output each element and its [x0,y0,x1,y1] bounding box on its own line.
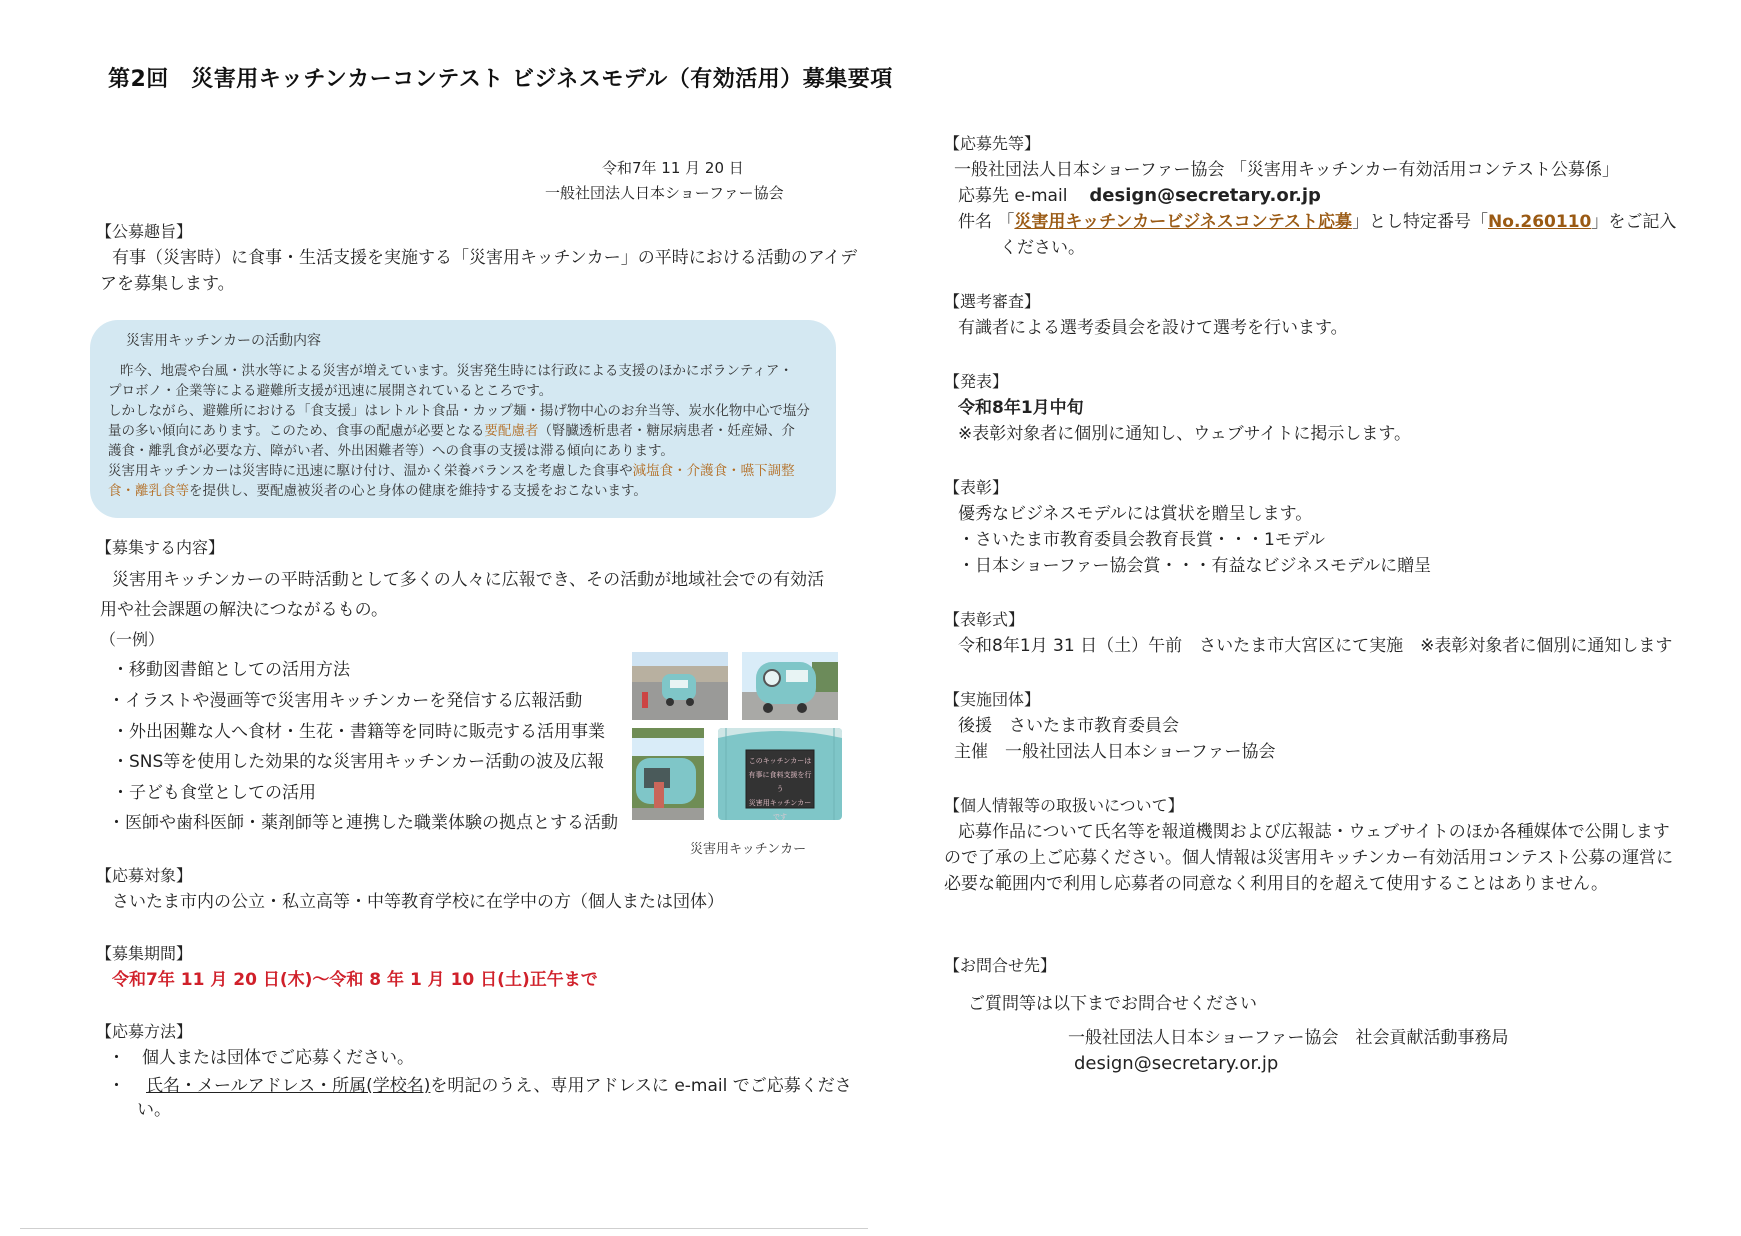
content-item-3: ・外出困難な人へ食材・生花・書籍等を同時に販売する活用事業 [112,722,605,742]
privacy-heading: 【個人情報等の取扱いについて】 [944,796,1184,815]
method-bullet-2-mark: ・ [108,1076,125,1096]
document-title: 第2回 災害用キッチンカーコンテスト ビジネスモデル（有効活用）募集要項 [108,67,893,92]
contact-heading: 【お問合せ先】 [944,956,1057,975]
activity-line-7 [108,482,647,500]
issue-date: 令和7年 11 月 20 日 [602,159,744,177]
sign-text-line-3: 災害用キッチンカーです [748,799,812,820]
activity-line-2: プロボノ・企業等による避難所支援が迅速に展開されているところです。 [108,383,553,399]
destination-email-label: 応募先 e-mail [958,186,1068,206]
target-heading: 【応募対象】 [96,866,193,885]
award-heading: 【表彰】 [944,478,1009,497]
activity-info-box [90,320,836,518]
content-item-2: ・イラストや漫画等で災害用キッチンカーを発信する広報活動 [108,691,583,711]
method-bullet-2 [108,1076,852,1096]
activity-line-7-b: を提供し、要配慮被災者の心と身体の健康を維持する支援をおこないます。 [189,483,647,499]
purpose-line-2: アを募集します。 [100,274,235,294]
privacy-line-2: ので了承の上ご応募ください。個人情報は災害用キッチンカー有効活用コンテスト公募の運営に [944,848,1674,868]
privacy-line-1: 応募作品について氏名等を報道機関および広報誌・ウェブサイトのほか各種媒体で公開します [958,822,1670,842]
special-needs-term: 要配慮者 [484,423,539,439]
photo-caption: 災害用キッチンカー [690,842,807,857]
destination-subject-row [958,212,1676,232]
subject-suffix: 」をご記入 [1591,212,1677,232]
special-meals-term: 減塩食・介護食・嚥下調整 [632,463,795,479]
kitchen-car-photo-3 [632,728,704,820]
announce-heading: 【発表】 [944,372,1009,391]
content-example-label: （一例） [100,630,165,649]
subject-mid: 」とし特定番号「 [1352,212,1489,232]
method-heading: 【応募方法】 [96,1022,193,1041]
activity-line-1: 昨今、地震や台風・洪水等による災害が増えています。災害発生時には行政による支援のほかにボランティア・ [120,363,793,379]
announce-note: ※表彰対象者に個別に通知し、ウェブサイトに掲示します。 [958,424,1412,444]
content-item-1: ・移動図書館としての活用方法 [112,660,350,680]
subject-number: No.260110 [1488,212,1592,232]
contact-email[interactable]: design@secretary.or.jp [1074,1053,1279,1074]
content-item-4: ・SNS等を使用した効果的な災害用キッチンカー活動の波及広報 [112,752,605,772]
content-item-6: ・医師や歯科医師・薬剤師等と連携した職業体験の拠点とする活動 [108,813,618,833]
organizer-host: 主催 一般社団法人日本ショーファー協会 [954,742,1276,762]
method-bullet-2-cont: い。 [137,1100,171,1120]
contact-line-1: ご質問等は以下までお問合せください [968,994,1257,1014]
activity-line-4-c: （腎臓透析患者・糖尿病患者・妊産婦、介 [538,423,795,439]
content-item-5: ・子ども食堂としての活用 [112,783,316,803]
kitchen-car-photo-2 [742,652,838,720]
purpose-line-1: 有事（災害時）に食事・生活支援を実施する「災害用キッチンカー」の平時における活動のアイデ [112,248,858,268]
subject-prefix: 件名 「 [958,212,1015,232]
destination-line-1: 一般社団法人日本ショーファー協会 「災害用キッチンカー有効活用コンテスト公募係」 [954,160,1620,180]
contact-office: 一般社団法人日本ショーファー協会 社会貢献活動事務局 [1068,1028,1509,1048]
period-text: 令和7年 11 月 20 日(木)～令和 8 年 1 月 10 日(土)正午まで [112,970,598,990]
issuing-organization: 一般社団法人日本ショーファー協会 [545,184,784,202]
activity-line-3: しかしながら、避難所における「食支援」はレトルト食品・カップ麺・揚げ物中心のお弁当等、炭水化物中心で塩分 [108,403,810,419]
special-meals-term-2: 食・離乳食等 [108,483,189,499]
privacy-line-3: 必要な範囲内で利用し応募者の同意なく利用目的を超えて使用することはありません。 [944,874,1609,894]
review-heading: 【選考審査】 [944,292,1041,311]
award-line-1: 優秀なビジネスモデルには賞状を贈呈します。 [958,504,1313,524]
destination-heading: 【応募先等】 [944,134,1041,153]
sign-text-line-1: このキッチンカーは [748,757,812,765]
content-line-1: 災害用キッチンカーの平時活動として多くの人々に広報でき、その活動が地域社会での有効活 [112,570,825,590]
award-line-3: ・日本ショーファー協会賞・・・有益なビジネスモデルに贈呈 [958,556,1432,576]
activity-line-6-a: 災害用キッチンカーは災害時に迅速に駆け付け、温かく栄養バランスを考慮した食事や [108,463,633,479]
sign-text-line-2: 有事に食料支援を行う [748,771,812,793]
award-line-2: ・さいたま市教育委員会教育長賞・・・1モデル [958,530,1325,550]
activity-line-6 [108,462,795,480]
bottom-divider [20,1228,868,1229]
kitchen-car-photo-1 [632,652,728,720]
organizer-heading: 【実施団体】 [944,690,1041,709]
content-line-2: 用や社会課題の解決につながるもの。 [100,600,388,620]
ceremony-heading: 【表彰式】 [944,610,1025,629]
subject-title: 災害用キッチンカービジネスコンテスト応募 [1014,212,1353,232]
content-heading: 【募集する内容】 [96,538,225,557]
method-bullet-1: ・ 個人または団体でご応募ください。 [108,1048,414,1068]
organizer-support: 後援 さいたま市教育委員会 [958,716,1179,736]
destination-subject-cont: ください。 [1000,238,1085,258]
activity-line-4 [108,422,795,440]
ceremony-text: 令和8年1月 31 日（土）午前 さいたま市大宮区にて実施 ※表彰対象者に個別に通知します [958,636,1673,656]
required-fields-text: 氏名・メールアドレス・所属(学校名) [146,1076,431,1096]
activity-line-4-a: 量の多い傾向にあります。このため、食事の配慮が必要となる [108,423,485,439]
review-text: 有識者による選考委員会を設けて選考を行います。 [958,318,1348,338]
activity-box-label: 災害用キッチンカーの活動内容 [126,333,322,349]
announce-date: 令和8年1月中旬 [958,398,1084,418]
destination-email-row [958,186,1321,206]
target-text: さいたま市内の公立・私立高等・中等教育学校に在学中の方（個人または団体） [112,892,724,912]
destination-email[interactable]: design@secretary.or.jp [1089,185,1321,206]
method-bullet-2-rest: を明記のうえ、専用アドレスに e-mail でご応募くださ [430,1076,852,1096]
period-heading: 【募集期間】 [96,944,193,963]
kitchen-car-sign-photo [718,728,842,820]
purpose-heading: 【公募趣旨】 [96,222,193,241]
activity-line-5: 護食・離乳食が必要な方、障がい者、外出困難者等）への食事の支援は滞る傾向にあります。 [108,443,674,459]
